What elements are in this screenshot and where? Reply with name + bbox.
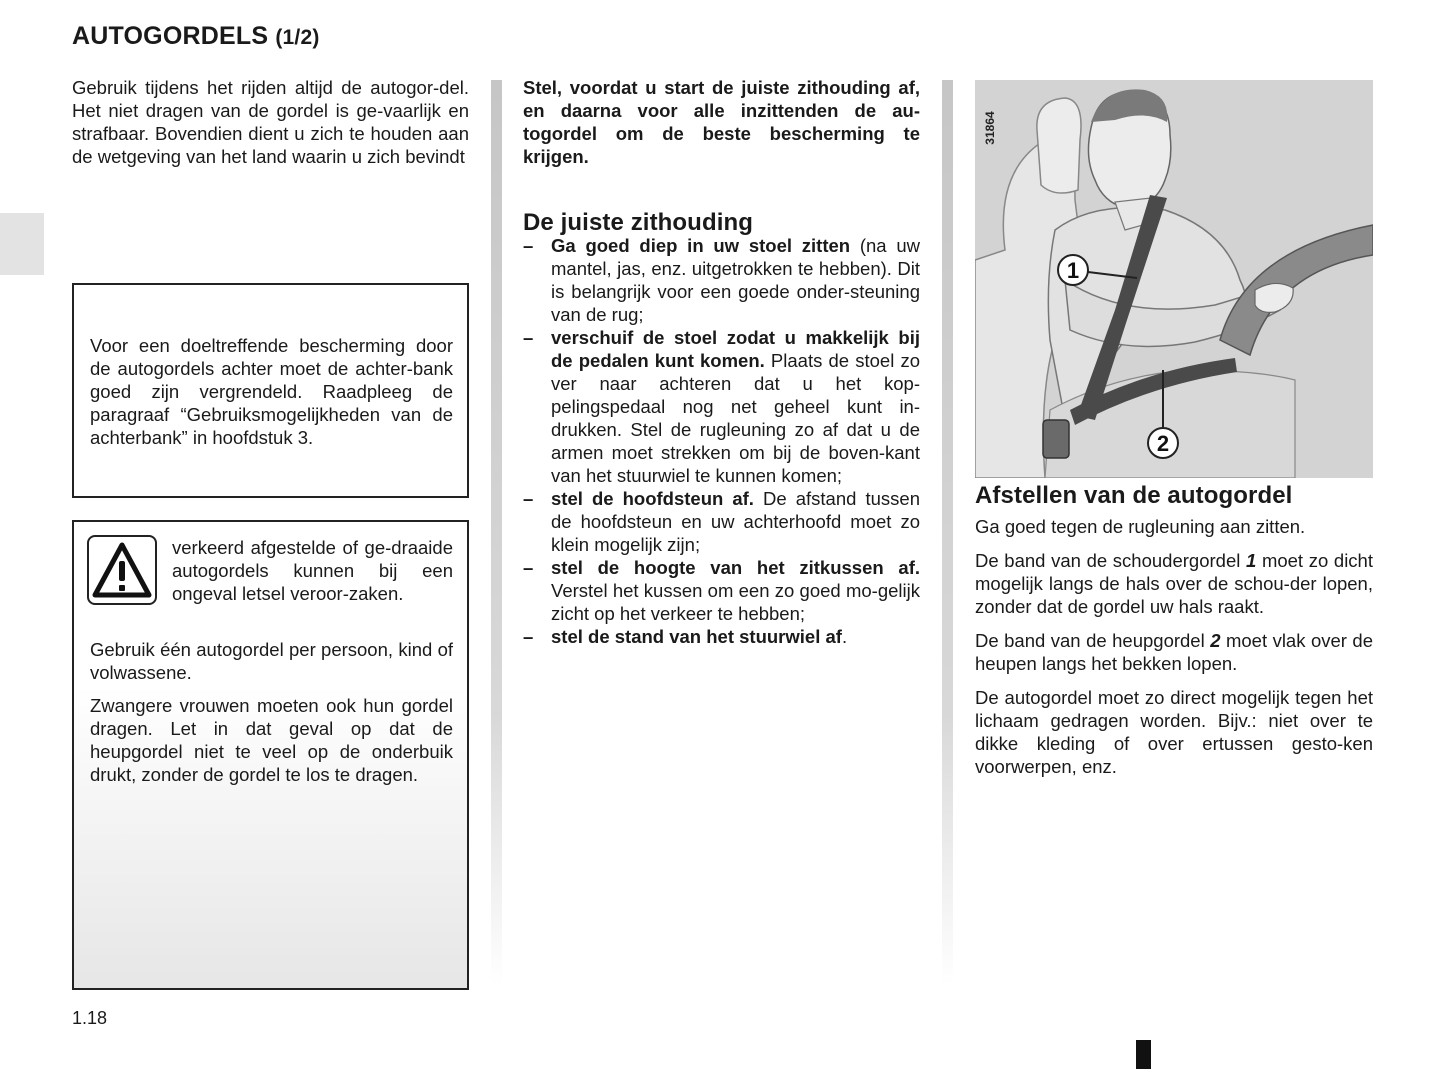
belt-adjust-section: [975, 484, 1373, 789]
belt-adjust-p1: Ga goed tegen de rugleuning aan zitten.: [975, 516, 1306, 537]
warning-text-1: verkeerd afgestelde of ge-draaide autogordels kunnen bij een ongeval letsel veroor-zaken.: [172, 537, 453, 604]
callout-lap-belt: 2: [1156, 431, 1170, 456]
page-title-main: AUTOGORDELS: [72, 22, 269, 50]
seating-heading: De juiste zithouding: [523, 209, 753, 236]
page-title: [72, 22, 320, 51]
figure-reference-number: 31864: [983, 111, 997, 145]
belt-adjust-p3: De band van de heupgordel 2 moet vlak over de heupen langs het bekken lopen.: [975, 630, 1373, 674]
seating-steps-list: [523, 234, 920, 648]
note-box: [72, 283, 469, 498]
warning-triangle-icon: [87, 535, 157, 605]
belt-adjust-p2: De band van de schoudergordel 1 moet zo dicht mogelijk langs de hals over de schou-der lopen, zonder dat de gordel uw hals raakt.: [975, 550, 1373, 617]
page-number: 1.18: [72, 1008, 108, 1028]
callout-shoulder-belt: 1: [1066, 258, 1080, 283]
warning-text-2: Gebruik één autogordel per persoon, kind of volwassene.: [90, 639, 453, 683]
list-item: – stel de stand van het stuurwiel af.: [523, 626, 848, 647]
page-title-part: (1/2): [275, 26, 320, 49]
column-divider-2: [942, 80, 953, 985]
warning-box: [72, 520, 469, 990]
page-corner-marker: [1136, 1040, 1151, 1069]
note-text: Voor een doeltreffende bescherming door de autogordels achter moet de achter-bank goed zijn vergrendeld. Raadpleeg de paragraaf “Gebruiksmogelijkheden van de achterbank” in hoofdstuk 3.: [90, 335, 453, 448]
column-divider-1: [491, 80, 502, 985]
list-item: – verschuif de stoel zodat u makkelijk bij de pedalen kunt komen. Plaats de stoel zo ver naar achteren dat u het kop-pelingspedaal nog net geheel kunt in-drukken. Stel de rugleuning zo af dat u de armen moet strekken om bij de boven-kant van het stuurwiel te kunnen komen;: [523, 327, 920, 486]
chapter-tab-marker: [0, 213, 44, 275]
belt-adjust-p4: De autogordel moet zo direct mogelijk tegen het lichaam gedragen worden. Bijv.: niet over te dikke kleding of over ertussen gesto-ken voorwerpen, enz.: [975, 687, 1373, 777]
list-item: – stel de hoogte van het zitkussen af. Verstel het kussen om een zo goed mo-gelijk zicht op het verkeer te hebben;: [523, 557, 920, 624]
warning-triangle-graphic: [89, 537, 155, 603]
belt-adjust-heading: Afstellen van de autogordel: [975, 482, 1293, 509]
seatbelt-illustration: [975, 80, 1373, 478]
intro-paragraph: Gebruik tijdens het rijden altijd de autogor-del. Het niet dragen van de gordel is ge-vaarlijk en strafbaar. Bovendien dient u zich te houden aan de wetgeving van het land waarin u zich bevindt: [72, 77, 469, 167]
warning-text-3: Zwangere vrouwen moeten ook hun gordel dragen. Let in dat geval op dat de heupgordel niet te veel op de onderbuik drukt, zonder de gordel te los te dragen.: [90, 695, 453, 785]
driver-seatbelt-drawing: [975, 80, 1373, 478]
seating-lead: Stel, voordat u start de juiste zithouding af, en daarna voor alle inzittenden de au-togordel om de beste bescherming te krijgen.: [523, 77, 920, 167]
list-item: – stel de hoofdsteun af. De afstand tussen de hoofdsteun en uw achterhoofd moet zo klein mogelijk zijn;: [523, 488, 920, 555]
seating-section: [523, 76, 920, 648]
list-item: – Ga goed diep in uw stoel zitten (na uw mantel, jas, enz. uitgetrokken te hebben). Dit is belangrijk voor een goede onder-steuning van de rug;: [523, 235, 920, 325]
